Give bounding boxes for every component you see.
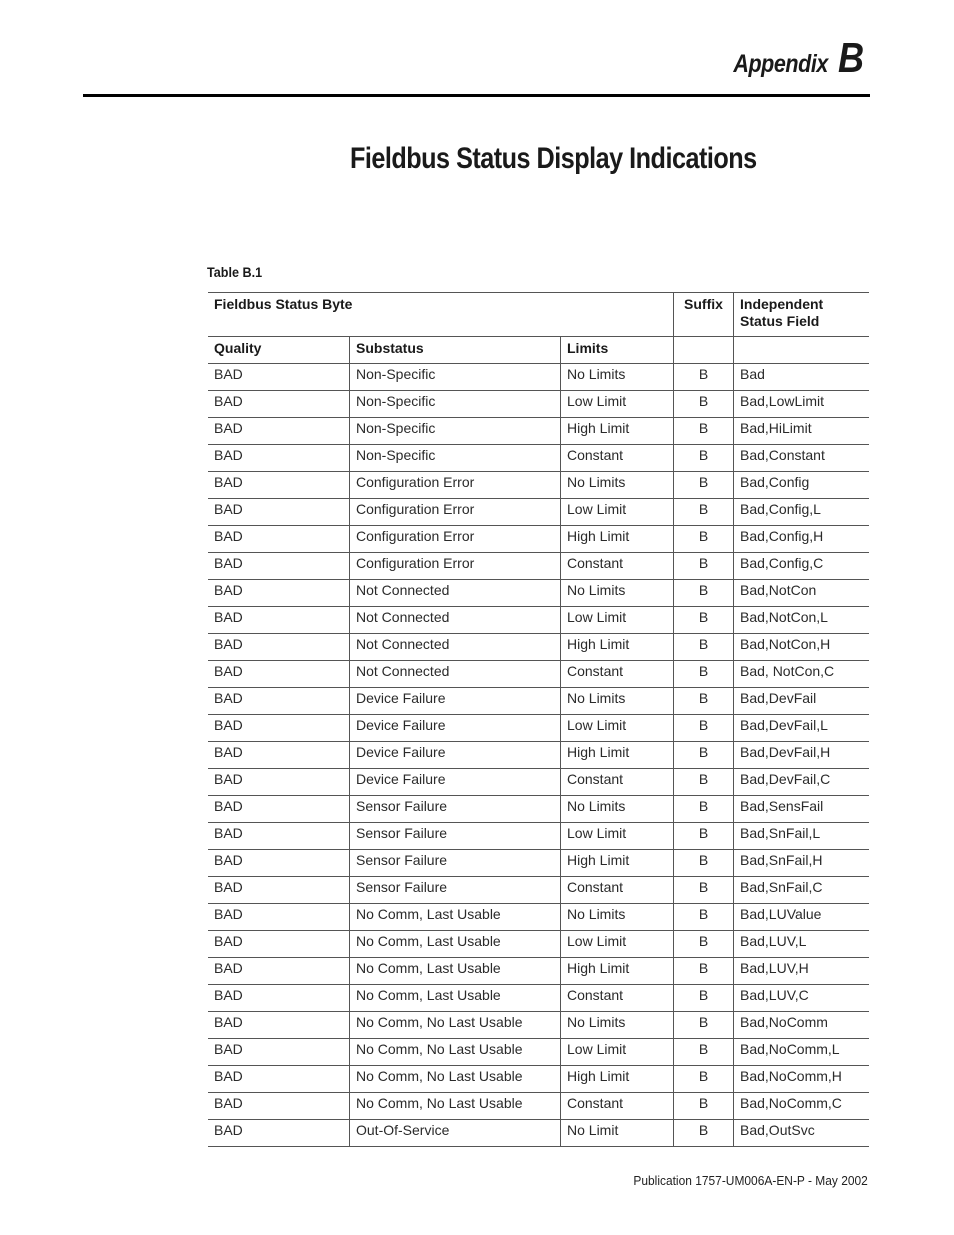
limits-cell: High Limit — [561, 1066, 674, 1093]
table-row — [208, 769, 869, 796]
limits-cell: No Limits — [561, 580, 674, 607]
limits-cell: Constant — [561, 769, 674, 796]
substatus-cell: Out-Of-Service — [350, 1120, 561, 1147]
suffix-header: Suffix — [674, 293, 734, 337]
suffix-cell: B — [674, 796, 734, 823]
table-row — [208, 526, 869, 553]
limits-cell: Constant — [561, 661, 674, 688]
status-field-cell: Bad,SnFail,C — [734, 877, 870, 904]
suffix-cell: B — [674, 688, 734, 715]
substatus-cell: No Comm, Last Usable — [350, 985, 561, 1012]
table-row — [208, 418, 869, 445]
table-row — [208, 958, 869, 985]
suffix-cell: B — [674, 1120, 734, 1147]
quality-cell: BAD — [208, 526, 350, 553]
quality-cell: BAD — [208, 580, 350, 607]
limits-cell: No Limits — [561, 796, 674, 823]
table-row — [208, 877, 869, 904]
table-row — [208, 1120, 869, 1147]
suffix-cell: B — [674, 931, 734, 958]
substatus-cell: Not Connected — [350, 580, 561, 607]
substatus-cell: No Comm, No Last Usable — [350, 1066, 561, 1093]
table-row — [208, 1039, 869, 1066]
limits-cell: Low Limit — [561, 391, 674, 418]
quality-cell: BAD — [208, 742, 350, 769]
fieldbus-status-byte-header: Fieldbus Status Byte — [208, 293, 674, 337]
quality-cell: BAD — [208, 1066, 350, 1093]
status-field-cell: Bad,DevFail,H — [734, 742, 870, 769]
limits-cell: High Limit — [561, 634, 674, 661]
appendix-heading — [718, 34, 868, 82]
suffix-cell: B — [674, 850, 734, 877]
quality-cell: BAD — [208, 1012, 350, 1039]
quality-cell: BAD — [208, 634, 350, 661]
quality-cell: BAD — [208, 445, 350, 472]
status-field-cell: Bad,NoComm,L — [734, 1039, 870, 1066]
status-field-cell: Bad,NoComm,C — [734, 1093, 870, 1120]
suffix-cell: B — [674, 823, 734, 850]
quality-cell: BAD — [208, 850, 350, 877]
substatus-cell: No Comm, No Last Usable — [350, 1039, 561, 1066]
table-row — [208, 499, 869, 526]
table-row — [208, 742, 869, 769]
publication-footer: Publication 1757-UM006A-EN-P - May 2002 — [633, 1173, 868, 1188]
quality-cell: BAD — [208, 418, 350, 445]
suffix-cell: B — [674, 445, 734, 472]
suffix-cell: B — [674, 526, 734, 553]
appendix-letter: B — [837, 34, 864, 81]
table-row — [208, 715, 869, 742]
suffix-cell: B — [674, 391, 734, 418]
quality-header: Quality — [208, 337, 350, 364]
quality-cell: BAD — [208, 553, 350, 580]
quality-cell: BAD — [208, 391, 350, 418]
table-row — [208, 850, 869, 877]
quality-cell: BAD — [208, 1120, 350, 1147]
quality-cell: BAD — [208, 769, 350, 796]
independent-header-line1: Independent — [740, 296, 824, 312]
table-row — [208, 580, 869, 607]
table-row — [208, 1012, 869, 1039]
quality-cell: BAD — [208, 958, 350, 985]
status-field-cell: Bad,Constant — [734, 445, 870, 472]
limits-cell: No Limits — [561, 1012, 674, 1039]
status-field-cell: Bad,DevFail,L — [734, 715, 870, 742]
status-field-cell: Bad,NoComm,H — [734, 1066, 870, 1093]
substatus-cell: Not Connected — [350, 607, 561, 634]
limits-cell: Constant — [561, 445, 674, 472]
suffix-cell: B — [674, 904, 734, 931]
table-row — [208, 472, 869, 499]
substatus-cell: Not Connected — [350, 661, 561, 688]
table-row — [208, 823, 869, 850]
independent-status-field-header — [734, 293, 870, 337]
suffix-cell: B — [674, 1012, 734, 1039]
table-row — [208, 985, 869, 1012]
substatus-cell: Sensor Failure — [350, 850, 561, 877]
limits-cell: Low Limit — [561, 499, 674, 526]
substatus-cell: Non-Specific — [350, 445, 561, 472]
substatus-cell: Configuration Error — [350, 472, 561, 499]
table-row — [208, 607, 869, 634]
limits-cell: Low Limit — [561, 823, 674, 850]
limits-cell: Constant — [561, 1093, 674, 1120]
status-field-cell: Bad,NotCon,L — [734, 607, 870, 634]
status-field-cell: Bad,NoComm — [734, 1012, 870, 1039]
limits-cell: Constant — [561, 877, 674, 904]
status-field-cell: Bad — [734, 364, 870, 391]
limits-cell: Constant — [561, 985, 674, 1012]
status-field-cell: Bad,LowLimit — [734, 391, 870, 418]
limits-cell: High Limit — [561, 742, 674, 769]
table-row — [208, 931, 869, 958]
substatus-cell: Not Connected — [350, 634, 561, 661]
page-title: Fieldbus Status Display Indications — [350, 142, 757, 175]
suffix-cell: B — [674, 364, 734, 391]
quality-cell: BAD — [208, 1093, 350, 1120]
status-field-cell: Bad,LUValue — [734, 904, 870, 931]
table-row — [208, 1066, 869, 1093]
suffix-cell: B — [674, 1066, 734, 1093]
status-field-cell: Bad,DevFail — [734, 688, 870, 715]
table-row — [208, 634, 869, 661]
substatus-cell: Non-Specific — [350, 391, 561, 418]
status-field-cell: Bad,SensFail — [734, 796, 870, 823]
quality-cell: BAD — [208, 904, 350, 931]
status-field-cell: Bad,LUV,C — [734, 985, 870, 1012]
limits-cell: Constant — [561, 553, 674, 580]
table-row — [208, 688, 869, 715]
substatus-cell: Configuration Error — [350, 499, 561, 526]
suffix-cell: B — [674, 877, 734, 904]
substatus-cell: No Comm, No Last Usable — [350, 1012, 561, 1039]
limits-cell: No Limits — [561, 688, 674, 715]
quality-cell: BAD — [208, 985, 350, 1012]
quality-cell: BAD — [208, 472, 350, 499]
suffix-cell: B — [674, 1039, 734, 1066]
substatus-cell: No Comm, No Last Usable — [350, 1093, 561, 1120]
substatus-cell: Device Failure — [350, 742, 561, 769]
substatus-cell: Non-Specific — [350, 418, 561, 445]
suffix-cell: B — [674, 634, 734, 661]
substatus-cell: Configuration Error — [350, 526, 561, 553]
limits-cell: Low Limit — [561, 715, 674, 742]
substatus-cell: No Comm, Last Usable — [350, 958, 561, 985]
limits-cell: No Limits — [561, 904, 674, 931]
independent-subheader-empty — [734, 337, 870, 364]
table-body — [208, 364, 869, 1147]
suffix-cell: B — [674, 661, 734, 688]
status-field-cell: Bad,OutSvc — [734, 1120, 870, 1147]
status-field-cell: Bad,Config — [734, 472, 870, 499]
table-column-header-row — [208, 337, 869, 364]
quality-cell: BAD — [208, 931, 350, 958]
quality-cell: BAD — [208, 499, 350, 526]
suffix-cell: B — [674, 958, 734, 985]
suffix-cell: B — [674, 1093, 734, 1120]
header-rule — [83, 94, 870, 97]
fieldbus-status-table — [208, 292, 869, 1147]
status-field-cell: Bad, NotCon,C — [734, 661, 870, 688]
status-field-cell: Bad,Config,C — [734, 553, 870, 580]
suffix-cell: B — [674, 499, 734, 526]
suffix-cell: B — [674, 715, 734, 742]
substatus-cell: No Comm, Last Usable — [350, 904, 561, 931]
limits-cell: Low Limit — [561, 1039, 674, 1066]
independent-header-line2: Status Field — [740, 313, 820, 329]
limits-cell: No Limit — [561, 1120, 674, 1147]
status-field-cell: Bad,DevFail,C — [734, 769, 870, 796]
suffix-cell: B — [674, 418, 734, 445]
status-field-cell: Bad,LUV,L — [734, 931, 870, 958]
suffix-cell: B — [674, 742, 734, 769]
status-field-cell: Bad,Config,L — [734, 499, 870, 526]
limits-cell: Low Limit — [561, 607, 674, 634]
table-row — [208, 796, 869, 823]
suffix-cell: B — [674, 985, 734, 1012]
status-field-cell: Bad,SnFail,L — [734, 823, 870, 850]
quality-cell: BAD — [208, 1039, 350, 1066]
status-field-cell: Bad,SnFail,H — [734, 850, 870, 877]
limits-cell: No Limits — [561, 364, 674, 391]
substatus-cell: No Comm, Last Usable — [350, 931, 561, 958]
limits-cell: No Limits — [561, 472, 674, 499]
quality-cell: BAD — [208, 715, 350, 742]
appendix-word: Appendix — [733, 50, 828, 78]
suffix-subheader-empty — [674, 337, 734, 364]
quality-cell: BAD — [208, 823, 350, 850]
quality-cell: BAD — [208, 661, 350, 688]
status-field-cell: Bad,NotCon,H — [734, 634, 870, 661]
status-field-cell: Bad,NotCon — [734, 580, 870, 607]
suffix-cell: B — [674, 607, 734, 634]
limits-header: Limits — [561, 337, 674, 364]
limits-cell: High Limit — [561, 526, 674, 553]
status-field-cell: Bad,Config,H — [734, 526, 870, 553]
table-row — [208, 364, 869, 391]
suffix-cell: B — [674, 472, 734, 499]
substatus-cell: Configuration Error — [350, 553, 561, 580]
table-row — [208, 904, 869, 931]
quality-cell: BAD — [208, 877, 350, 904]
substatus-cell: Sensor Failure — [350, 877, 561, 904]
substatus-header: Substatus — [350, 337, 561, 364]
table-row — [208, 391, 869, 418]
suffix-cell: B — [674, 769, 734, 796]
suffix-cell: B — [674, 580, 734, 607]
table-row — [208, 661, 869, 688]
quality-cell: BAD — [208, 364, 350, 391]
substatus-cell: Device Failure — [350, 769, 561, 796]
table-row — [208, 553, 869, 580]
substatus-cell: Device Failure — [350, 715, 561, 742]
limits-cell: High Limit — [561, 958, 674, 985]
quality-cell: BAD — [208, 607, 350, 634]
limits-cell: High Limit — [561, 418, 674, 445]
limits-cell: High Limit — [561, 850, 674, 877]
table-group-header-row — [208, 293, 869, 337]
substatus-cell: Sensor Failure — [350, 823, 561, 850]
limits-cell: Low Limit — [561, 931, 674, 958]
quality-cell: BAD — [208, 796, 350, 823]
status-field-cell: Bad,LUV,H — [734, 958, 870, 985]
status-field-cell: Bad,HiLimit — [734, 418, 870, 445]
substatus-cell: Non-Specific — [350, 364, 561, 391]
suffix-cell: B — [674, 553, 734, 580]
table-row — [208, 1093, 869, 1120]
substatus-cell: Sensor Failure — [350, 796, 561, 823]
table-row — [208, 445, 869, 472]
table-caption: Table B.1 — [207, 264, 263, 280]
quality-cell: BAD — [208, 688, 350, 715]
substatus-cell: Device Failure — [350, 688, 561, 715]
